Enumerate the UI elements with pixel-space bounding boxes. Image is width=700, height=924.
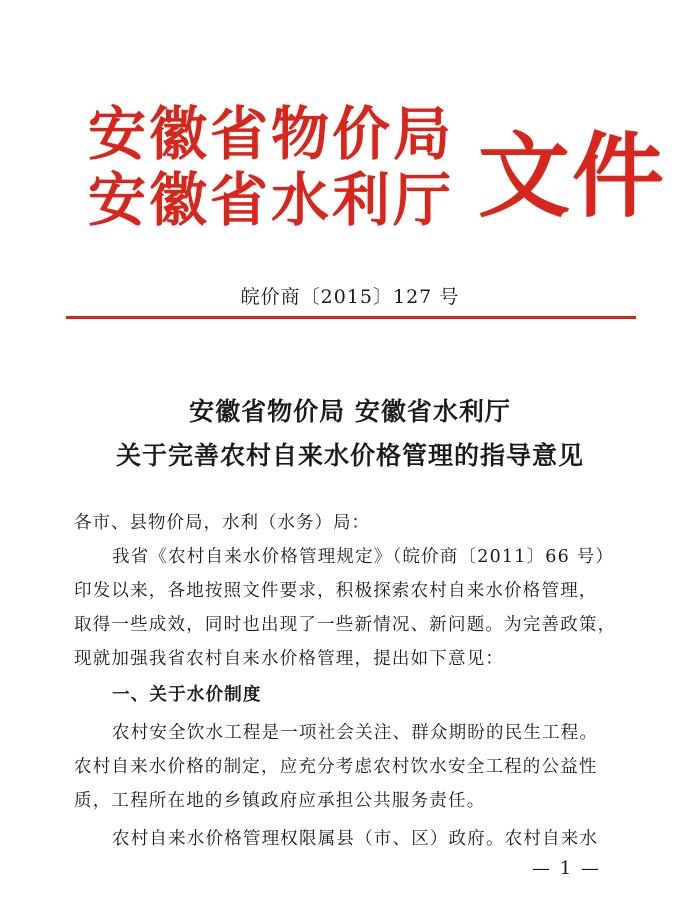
section-1-p1-line-1: 农村安全饮水工程是一项社会关注、群众期盼的民生工程。: [112, 723, 599, 743]
document-title-line-2: 关于完善农村自来水价格管理的指导意见: [115, 441, 584, 470]
document-word: 文件: [478, 122, 667, 230]
intro-line-1: 我省《农村自来水价格管理规定》（皖价商〔2011〕66 号）: [112, 547, 615, 567]
document-title-line-1: 安徽省物价局 安徽省水利厅: [189, 397, 511, 426]
intro-line-3: 取得一些成效，同时也出现了一些新情况、新问题。为完善政策，: [74, 615, 617, 635]
red-separator-line: [66, 316, 636, 319]
section-1-heading: 一、关于水价制度: [112, 685, 262, 705]
page-number: — 1 —: [532, 858, 601, 879]
section-1-p2-line-1: 农村自来水价格管理权限属县（市、区）政府。农村自来水: [112, 829, 599, 849]
document-number: 皖价商〔2015〕127 号: [240, 286, 460, 308]
section-1-p1-line-2: 农村自来水价格的制定，应充分考虑农村饮水安全工程的公益性: [74, 757, 598, 777]
intro-line-4: 现就加强我省农村自来水价格管理，提出如下意见：: [74, 649, 505, 669]
salutation: 各市、县物价局，水利（水务）局：: [74, 513, 370, 533]
issuer-name-water-department: 安徽省水利厅: [88, 166, 455, 234]
intro-line-2: 印发以来，各地按照文件要求，积极探索农村自来水价格管理，: [74, 581, 598, 601]
masthead: [88, 98, 667, 238]
section-1-p1-line-3: 质，工程所在地的乡镇政府应承担公共服务责任。: [74, 791, 486, 811]
issuer-name-price-bureau: 安徽省物价局: [88, 100, 455, 168]
